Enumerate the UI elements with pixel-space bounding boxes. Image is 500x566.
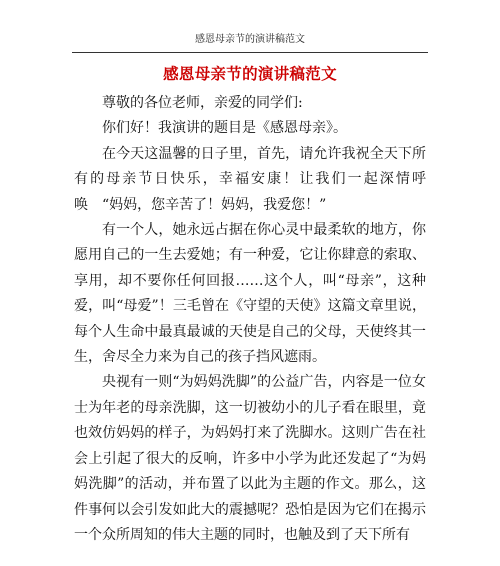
paragraph-greeting: 你们好！我演讲的题目是《感恩母亲》。 bbox=[102, 120, 347, 137]
paragraph-advertisement: 央视有一则“为妈妈洗脚”的公益广告，内容是一位女士为年老的母亲洗脚，这一切被幼小的儿子看在眼里，竟也效仿妈妈的样子，为妈妈打来了洗脚水。这则广告在社会上引起了很大的反响，许多中小学为此还发起了“为妈妈洗脚”的活动，并布置了以此为主题的作文。那么，这件事何以会引发如此大的震撼呢？恐怕是因为它们在揭示一个众所周知的伟大主题的同时，也触及到了天下所有 bbox=[74, 374, 426, 543]
running-header: 感恩母亲节的演讲稿范文 bbox=[195, 34, 305, 45]
paragraph-mother-love: 有一个人，她永远占据在你心灵中最柔软的地方，你愿用自己的一生去爱她；有一种爱，它让你肆意的索取、享用，却不要你任何回报……这个人，叫“母亲”，这种爱，叫“母爱”！三毛曾在《守望的天使》这篇文章里说，每个人生命中最真最诚的天使是自己的父母，天使终其一生，舍尽全力来为自己的孩子挡风遮雨。 bbox=[74, 222, 426, 366]
header-divider bbox=[72, 52, 428, 53]
paragraph-blessing: 在今天这温馨的日子里，首先，请允许我祝全天下所有的母亲节日快乐，幸福安康！让我们一起深情呼唤 “妈妈，您辛苦了！妈妈，我爱您！” bbox=[74, 145, 426, 213]
document-title: 感恩母亲节的演讲稿范文 bbox=[163, 64, 337, 83]
document-body bbox=[74, 91, 426, 548]
paragraph-salutation: 尊敬的各位老师，亲爱的同学们: bbox=[102, 95, 303, 111]
